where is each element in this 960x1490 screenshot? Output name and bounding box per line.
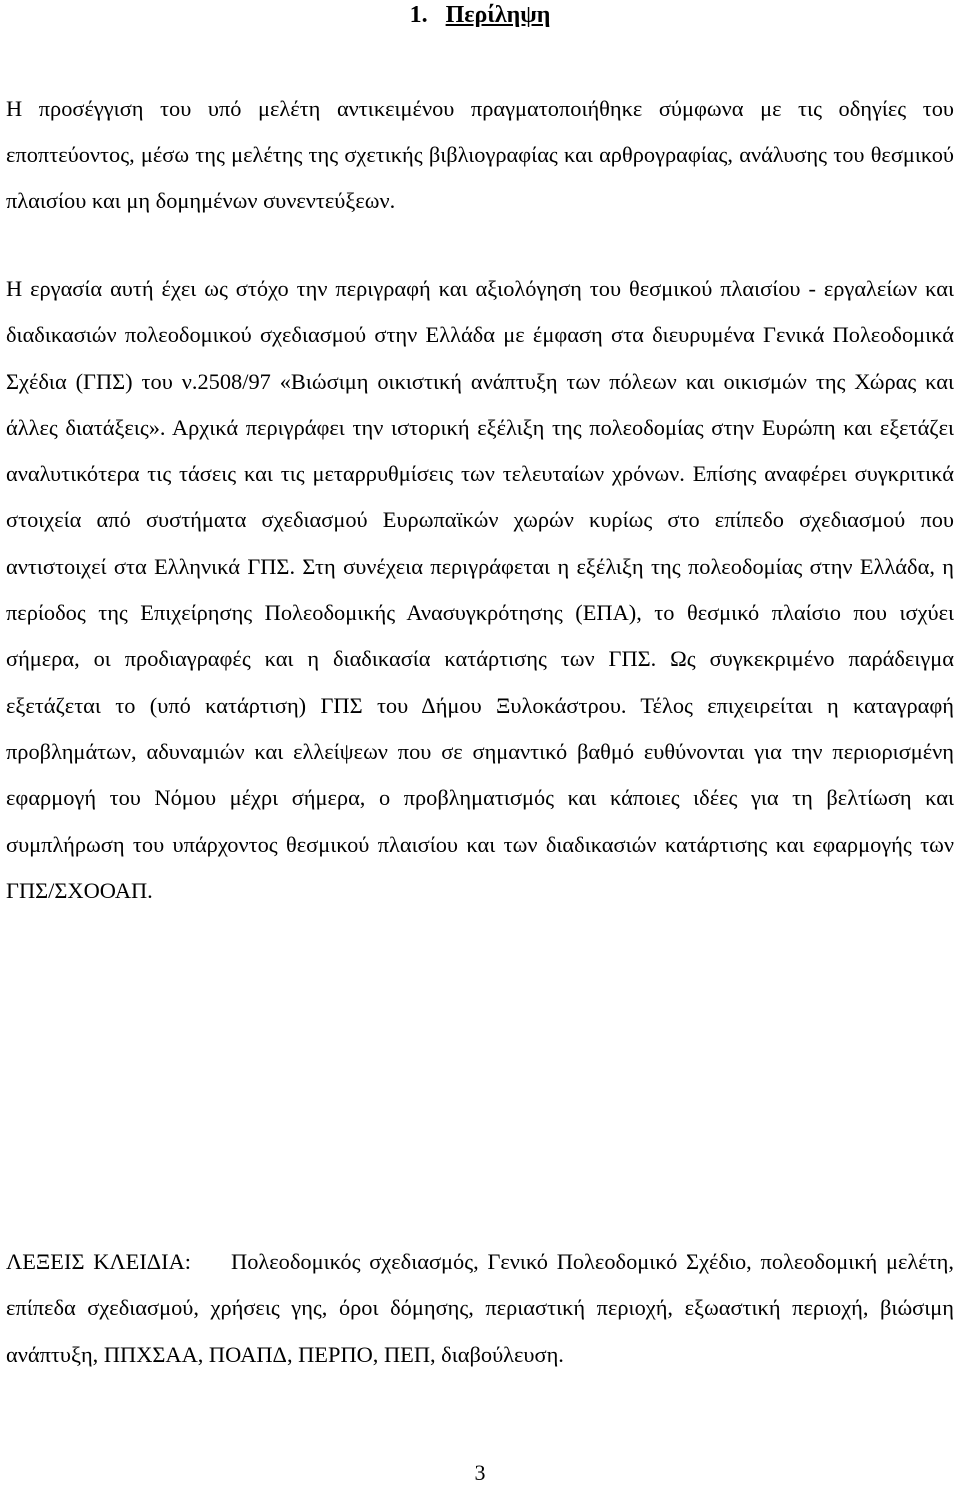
- abstract-paragraph-2: Η εργασία αυτή έχει ως στόχο την περιγραφή και αξιολόγηση του θεσμικού πλαισίου - εργαλείων και διαδικασιών πολεοδομικού σχεδιασμού στην Ελλάδα με έμφαση στα διευρυμένα Γενικά Πολεοδομικά Σχέδια (ΓΠΣ) του ν.2508/97 «Βιώσιμη οικιστική ανάπτυξη των πόλεων και οικισμών της Χώρας και άλλες διατάξεις». Αρχικά περιγράφει την ιστορική εξέλιξη της πολεοδομίας στην Ευρώπη και εξετάζει αναλυτικότερα τις τάσεις και τις μεταρρυθμίσεις των τελευταίων χρόνων. Επίσης αναφέρει συγκριτικά στοιχεία από συστήματα σχεδιασμού Ευρωπαϊκών χωρών κυρίως στο επίπεδο σχεδιασμού που αντιστοιχεί στα Ελληνικά ΓΠΣ. Στη συνέχεια περιγράφεται η εξέλιξη της πολεοδομίας στην Ελλάδα, η περίοδος της Επιχείρησης Πολεοδομικής Ανασυγκρότησης (ΕΠΑ), το θεσμικό πλαίσιο που ισχύει σήμερα, οι προδιαγραφές και η διαδικασία κατάρτισης των ΓΠΣ. Ως συγκεκριμένο παράδειγμα εξετάζεται το (υπό κατάρτιση) ΓΠΣ του Δήμου Ξυλοκάστρου. Τέλος επιχειρείται η καταγραφή προβλημάτων, αδυναμιών και ελλείψεων που σε σημαντικό βαθμό ευθύνονται για την περιορισμένη εφαρμογή του Νόμου μέχρι σήμερα, ο προβληματισμός και κάποιες ιδέες για τη βελτίωση και συμπλήρωση του υπάρχοντος θεσμικού πλαισίου και των διαδικασιών κατάρτισης και εφαρμογής των ΓΠΣ/ΣΧΟΟΑΠ.: [6, 276, 954, 903]
- section-heading: [0, 0, 960, 30]
- section-number: 1.: [409, 2, 428, 28]
- abstract-paragraph-1: Η προσέγγιση του υπό μελέτη αντικειμένου πραγματοποιήθηκε σύμφωνα με τις οδηγίες του εποπτεύοντος, μέσω της μελέτης της σχετικής βιβλιογραφίας και αρθρογραφίας, ανάλυσης του θεσμικού πλαισίου και μη δομημένων συνεντεύξεων.: [6, 96, 954, 213]
- keywords-paragraph: [6, 1239, 954, 1378]
- page-number: 3: [474, 1460, 486, 1485]
- keywords-text: Πολεοδομικός σχεδιασμός, Γενικό Πολεοδομικό Σχέδιο, πολεοδομική μελέτη, επίπεδα σχεδιασμού, χρήσεις γης, όροι δόμησης, περιαστική περιοχή, εξωαστική περιοχή, βιώσιμη ανάπτυξη, ΠΠΧΣΑΑ, ΠΟΑΠΔ, ΠΕΡΠΟ, ΠΕΠ, διαβούλευση.: [6, 1249, 954, 1367]
- section-title: Περίληψη: [445, 2, 551, 28]
- keywords-label: ΛΕΞΕΙΣ ΚΛΕΙΔΙΑ:: [6, 1249, 192, 1274]
